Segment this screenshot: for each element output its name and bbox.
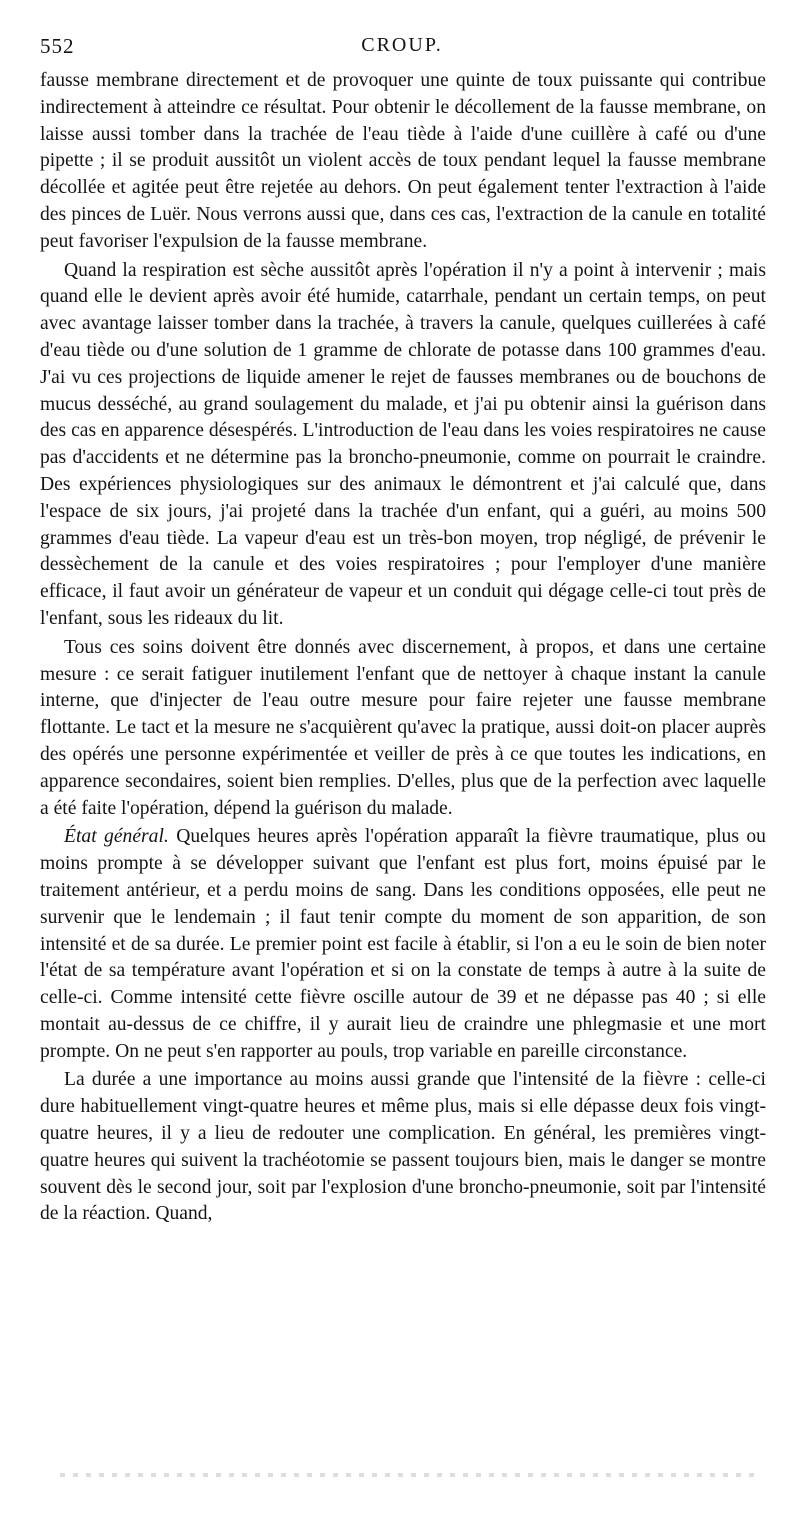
paragraph-respiration: Quand la respiration est sèche aussitôt après l'opération il n'y a point à intervenir ; mais quand elle le devient après avoir été humide, catarrhale, pendant un certain temps, on peut avec avantage laisser tomber dans la trachée, à travers la canule, quelques cuillerées à café d'eau tiède ou d'une solution de 1 gramme de chlorate de potasse dans 100 grammes d'eau. J'ai vu ces projections de liquide amener le rejet de fausses membranes ou de bouchons de mucus desséché, au grand soulagement du malade, et j'ai pu obtenir ainsi la guérison dans des cas en apparence désespérés. L'introduction de l'eau dans les voies respiratoires ne cause pas d'accidents et ne détermine pas la broncho-pneumonie, comme on pourrait le craindre. Des expériences physiologiques sur des animaux le démontrent et j'ai calculé que, dans l'espace de six jours, j'ai projeté dans la trachée d'un enfant, qui a guéri, au moins 500 grammes d'eau tiède. La vapeur d'eau est un très-bon moyen, trop négligé, de prévenir le dessèchement de la canule et des voies respiratoires ; pour l'employer d'une manière efficace, il faut avoir un générateur de vapeur et un conduit qui dégage celle-ci tout près de l'enfant, sous les rideaux du lit. (40, 259, 766, 629)
section-run-in-heading: État général. (64, 826, 169, 848)
page-number: 552 (40, 34, 75, 58)
paragraph-etat-general (40, 824, 766, 1065)
running-head: CROUP. (361, 34, 443, 56)
body-text (40, 68, 766, 1228)
paragraph-soins: Tous ces soins doivent être donnés avec discernement, à propos, et dans une certaine mesure : ce serait fatiguer inutilement l'enfant que de nettoyer à chaque instant la canule interne, que d'injecter de l'eau outre mesure pour faire rejeter une fausse membrane flottante. Le tact et la mesure ne s'acquièrent qu'avec la pratique, aussi doit-on placer auprès des opérés une personne expérimentée et veiller de près à ce que toutes les indications, en apparence secondaires, soient bien remplies. D'elles, plus que de la perfection avec laquelle a été faite l'opération, dépend la guérison du malade. (40, 636, 766, 819)
paragraph-continuation: fausse membrane directement et de provoquer une quinte de toux puissante qui contribue indirectement à atteindre ce résultat. Pour obtenir le décollement de la fausse membrane, on laisse aussi tomber dans la trachée de l'eau tiède à l'aide d'une cuillère à café ou d'une pipette ; il se produit aussitôt un violent accès de toux pendant lequel la fausse membrane décollée et agitée peut être rejetée au dehors. On peut également tenter l'extraction à l'aide des pinces de Luër. Nous verrons aussi que, dans ces cas, l'extraction de la canule en totalité peut favoriser l'expulsion de la fausse membrane. (40, 70, 766, 252)
paragraph-etat-general-text: Quelques heures après l'opération apparaît la fièvre traumatique, plus ou moins prompte à se développer suivant que l'enfant est plus fort, moins épuisé par le traitement antérieur, et a perdu moins de sang. Dans les conditions opposées, elle peut ne survenir que le lendemain ; il faut tenir compte du moment de son apparition, de son intensité et de sa durée. Le premier point est facile à établir, si l'on a eu le soin de bien noter l'état de sa température avant l'opération et si on la constate de temps à autre à la suite de celle-ci. Comme intensité cette fièvre oscille autour de 39 et ne dépasse pas 40 ; si elle montait au-dessus de ce chiffre, il y aurait lieu de craindre une phlegmasie et une mort prompte. On ne peut s'en rapporter au pouls, trop variable en pareille circonstance. (40, 826, 766, 1062)
paragraph-duree: La durée a une importance au moins aussi grande que l'intensité de la fièvre : celle-ci dure habituellement vingt-quatre heures et même plus, mais si elle dépasse deux fois vingt-quatre heures, il y a lieu de redouter une complication. En général, les premières vingt-quatre heures qui suivent la trachéotomie se passent toujours bien, mais le danger se montre souvent dès le second jour, soit par l'explosion d'une broncho-pneumonie, soit par l'intensité de la réaction. Quand, (40, 1069, 766, 1225)
page-header (40, 34, 764, 58)
footer-scan-marks (60, 1473, 760, 1477)
